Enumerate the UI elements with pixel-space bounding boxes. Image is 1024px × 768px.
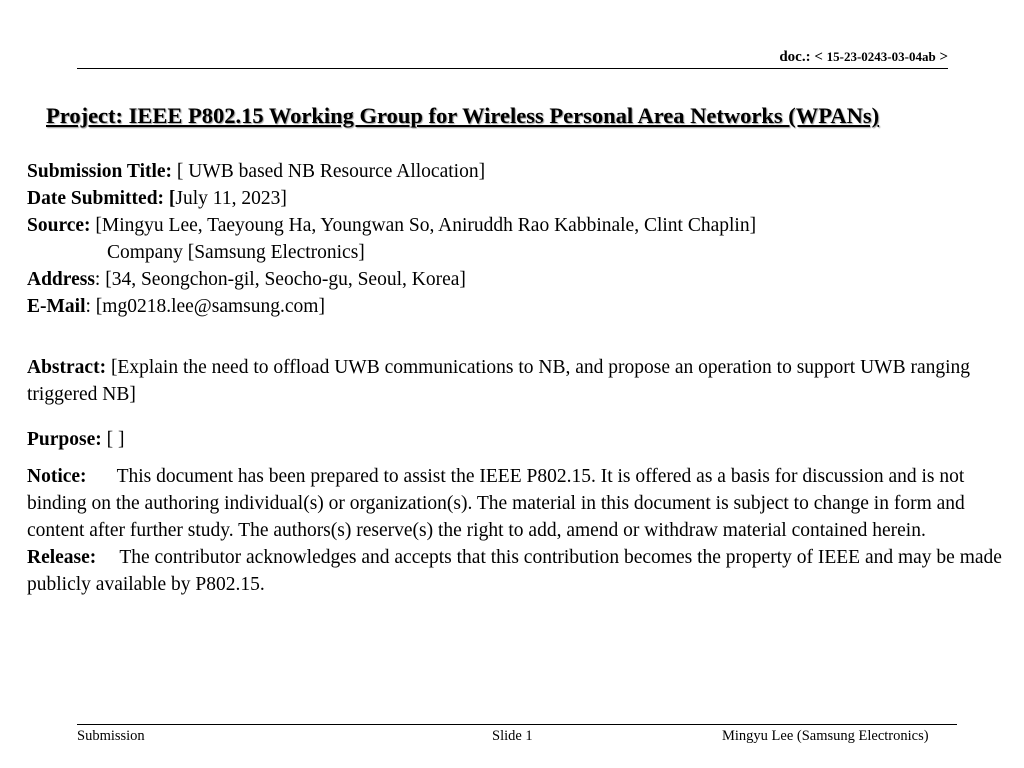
source-value: [Mingyu Lee, Taeyoung Ha, Youngwan So, Aniruddh Rao Kabbinale, Clint Chaplin] [90, 215, 757, 236]
source-line [27, 212, 756, 239]
release-label: Release: [27, 547, 97, 568]
header-divider [77, 68, 948, 69]
notice-text: This document has been prepared to assist the IEEE P802.15. It is offered as a basis for discussion and is not binding on the authoring individual(s) or organization(s). The material in this document is subject to change in form and content after further study. The authors(s) reserve(s) the right to add, amend or withdraw material contained herein. [27, 466, 965, 541]
submission-title-label: Submission Title: [27, 161, 173, 182]
purpose-label: Purpose: [27, 429, 102, 450]
doc-number: 15-23-0243-03-04ab [826, 49, 936, 64]
submission-title-line [27, 158, 485, 185]
abstract-paragraph [27, 354, 1012, 408]
email-line [27, 293, 325, 320]
company-value: Company [Samsung Electronics] [107, 242, 365, 263]
doc-close: > [935, 49, 948, 65]
submission-title-value: [ UWB based NB Resource Allocation] [172, 161, 486, 182]
email-value: : [mg0218.lee@samsung.com] [85, 296, 325, 317]
address-label: Address [27, 269, 95, 290]
release-paragraph [27, 544, 1012, 598]
date-submitted-line [27, 185, 287, 212]
footer-author: Mingyu Lee (Samsung Electronics) [722, 728, 929, 744]
footer-submission: Submission [77, 728, 145, 744]
company-line [27, 239, 365, 266]
email-label: E-Mail [27, 296, 86, 317]
document-number-header [700, 49, 948, 66]
footer-slide-number: Slide 1 [492, 728, 533, 744]
footer-divider [77, 724, 957, 725]
purpose-text: [ ] [101, 429, 125, 450]
release-text: The contributor acknowledges and accepts that this contribution becomes the property of IEEE and may be made publicly available by P802.15. [27, 547, 1002, 595]
abstract-text: [Explain the need to offload UWB communications to NB, and propose an operation to support UWB ranging triggered NB] [27, 357, 971, 405]
abstract-label: Abstract: [27, 357, 107, 378]
notice-label: Notice: [27, 466, 87, 487]
project-title: Project: IEEE P802.15 Working Group for Wireless Personal Area Networks (WPANs) [46, 103, 880, 128]
notice-paragraph [27, 463, 1012, 544]
doc-label: doc.: < [779, 49, 827, 65]
address-value: : [34, Seongchon-gil, Seocho-gu, Seoul, Korea] [94, 269, 466, 290]
notice-block [27, 463, 1012, 598]
source-label: Source: [27, 215, 91, 236]
purpose-line [27, 426, 125, 453]
date-submitted-value: July 11, 2023] [175, 188, 287, 209]
date-submitted-label: Date Submitted: [ [27, 188, 176, 209]
address-line [27, 266, 466, 293]
